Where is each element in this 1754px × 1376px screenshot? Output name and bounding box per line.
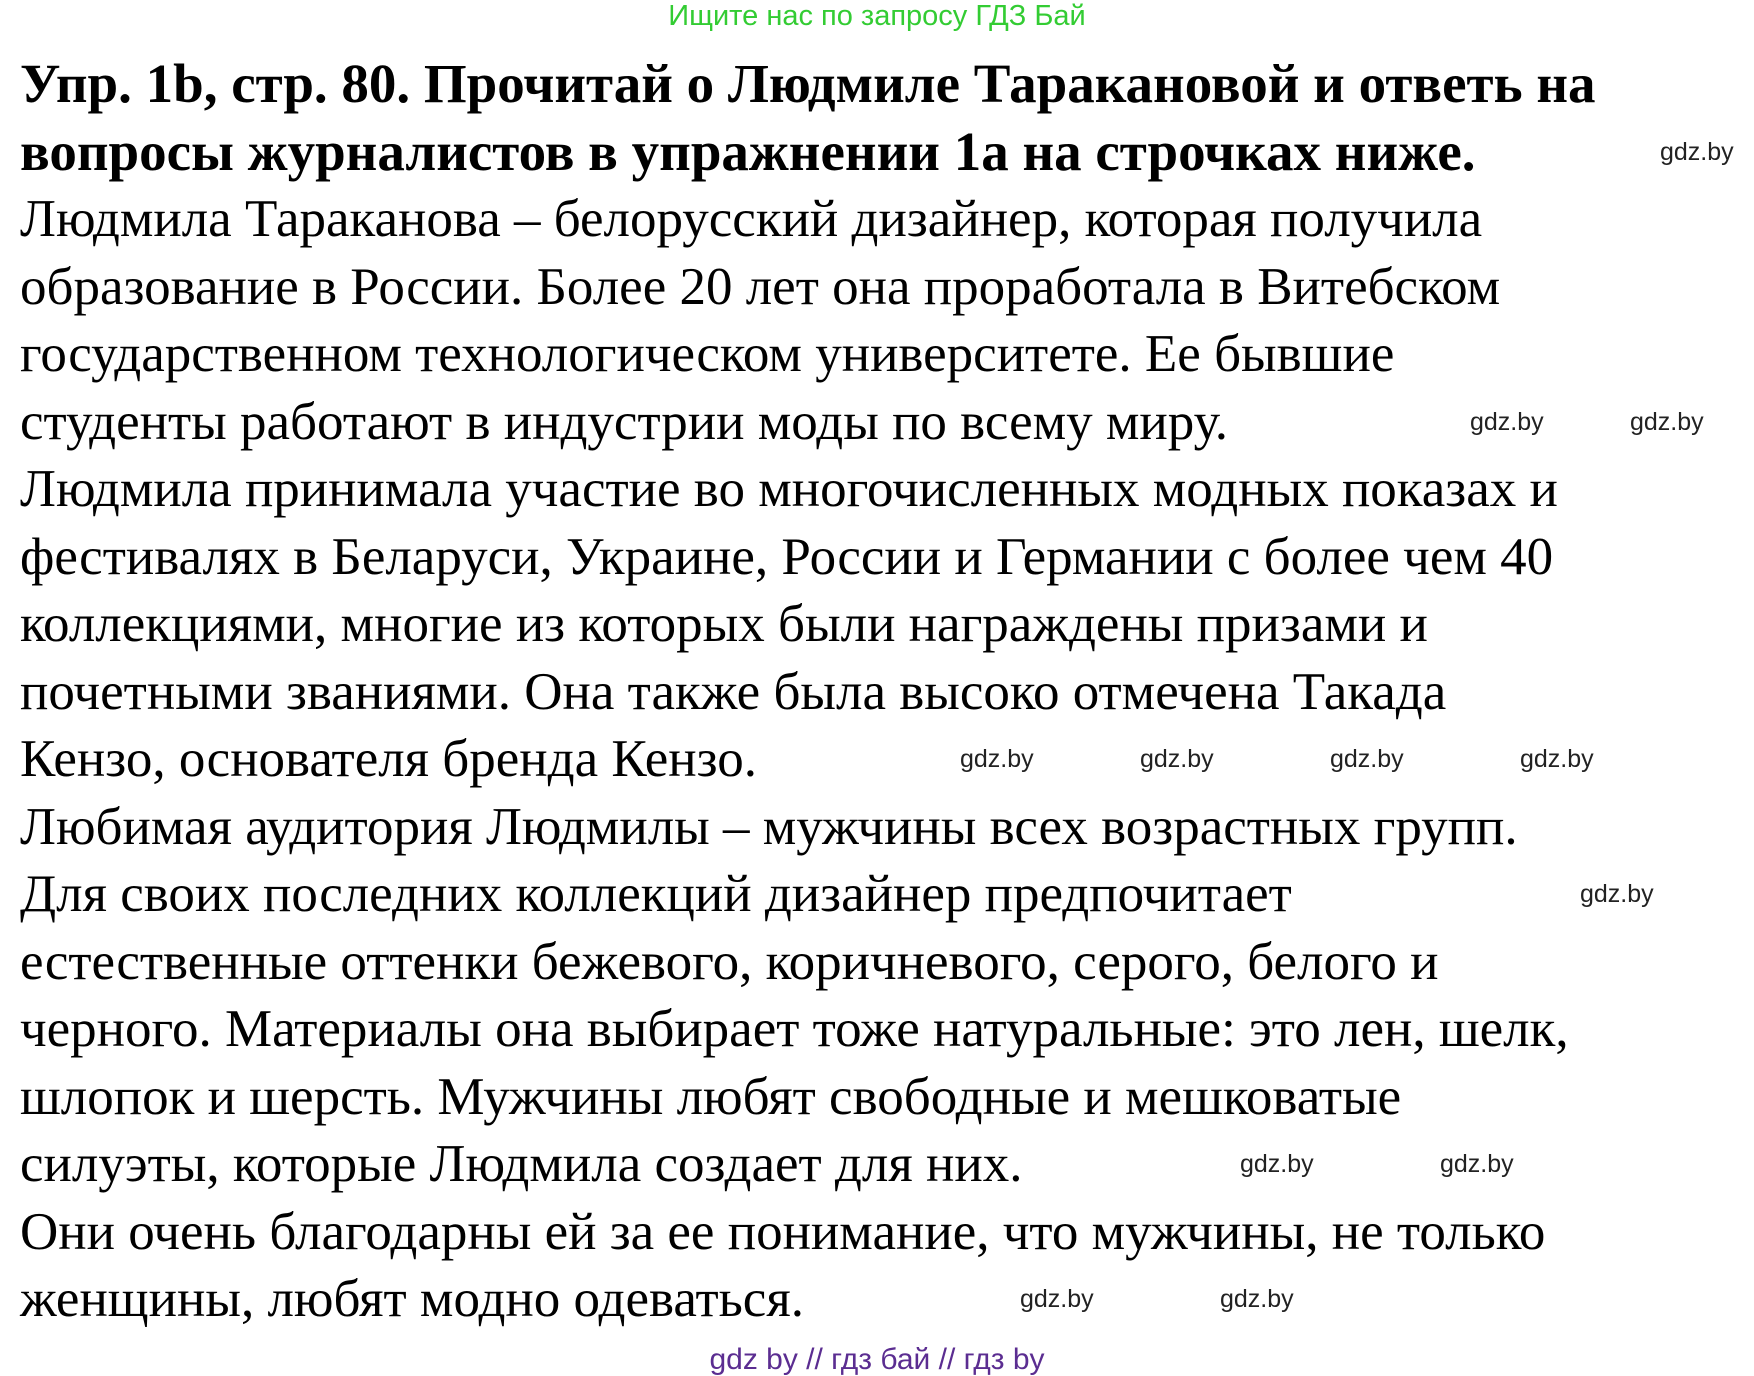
- watermark: gdz.by: [1580, 880, 1654, 908]
- footer-links: gdz by // гдз бай // гдз by: [709, 1343, 1045, 1376]
- watermark: gdz.by: [1440, 1150, 1514, 1178]
- watermark: gdz.by: [1520, 745, 1594, 773]
- watermark: gdz.by: [1660, 138, 1734, 166]
- body-line: женщины, любят модно одеваться.: [20, 1270, 804, 1328]
- body-line: шлопок и шерсть. Мужчины любят свободные и мешковатые: [20, 1067, 1402, 1126]
- body-line: черного. Материалы она выбирает тоже натуральные: это лен, шелк,: [20, 1000, 1569, 1058]
- body-line: студенты работают в индустрии моды по всему миру.: [20, 392, 1229, 451]
- body-line: Людмила принимала участие во многочисленных модных показах и: [20, 460, 1558, 518]
- watermark: gdz.by: [1630, 408, 1704, 436]
- watermark: gdz.by: [1140, 745, 1214, 773]
- watermark: gdz.by: [1470, 408, 1544, 436]
- watermark: gdz.by: [1330, 745, 1404, 773]
- body-line: Людмила Тараканова – белорусский дизайнер, которая получила: [20, 190, 1483, 248]
- body-line: образование в России. Более 20 лет она проработала в Витебском: [20, 257, 1501, 316]
- body-line: Для своих последних коллекций дизайнер предпочитает: [20, 865, 1292, 923]
- body-line: государственном технологическом университете. Ее бывшие: [20, 325, 1395, 383]
- exercise-title-line-1: Упр. 1b, стр. 80. Прочитай о Людмиле Таракановой и ответь на: [20, 53, 1596, 114]
- body-line: почетными званиями. Она также была высоко отмечена Такада: [20, 662, 1447, 721]
- body-line: фестивалях в Беларуси, Украине, России и Германии с более чем 40: [20, 527, 1554, 586]
- watermark: gdz.by: [1220, 1285, 1294, 1313]
- watermark: gdz.by: [960, 745, 1034, 773]
- body-line: естественные оттенки бежевого, коричневого, серого, белого и: [20, 932, 1439, 991]
- exercise-title-line-2: вопросы журналистов в упражнении 1а на строчках ниже.: [20, 121, 1476, 182]
- watermark: gdz.by: [1020, 1285, 1094, 1313]
- body-line: Они очень благодарны ей за ее понимание, что мужчины, не только: [20, 1202, 1546, 1261]
- body-line: Любимая аудитория Людмилы – мужчины всех возрастных групп.: [20, 797, 1518, 856]
- body-line: коллекциями, многие из которых были награждены призами и: [20, 595, 1428, 653]
- top-banner: Ищите нас по запросу ГДЗ Бай: [668, 0, 1086, 32]
- watermark: gdz.by: [1240, 1150, 1314, 1178]
- body-line: Кензо, основателя бренда Кензо.: [20, 730, 757, 788]
- body-line: силуэты, которые Людмила создает для них.: [20, 1135, 1023, 1193]
